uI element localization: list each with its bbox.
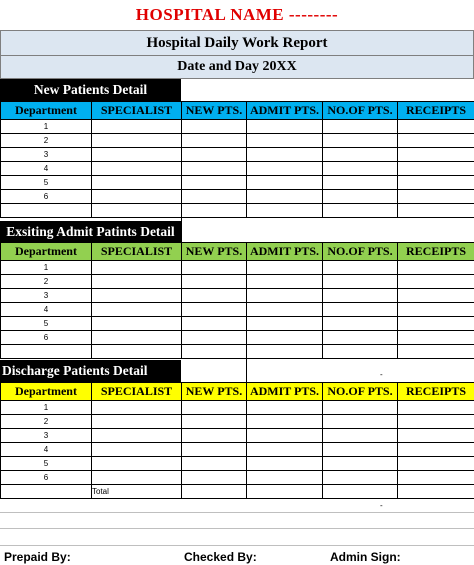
prepaid-by-label: Prepaid By: [4,550,71,564]
cell[interactable] [182,415,247,429]
row-number: 5 [1,457,92,471]
cell[interactable] [398,317,474,331]
cell[interactable] [247,162,323,176]
cell[interactable] [247,485,323,499]
col-no-of-pts: NO.OF PTS. [323,243,398,261]
new-patients-table [0,101,474,218]
table-header-row [1,102,474,120]
table-row [1,429,474,443]
divider [0,528,474,529]
cell[interactable] [182,275,247,289]
cell[interactable] [398,345,474,359]
total-label: Total [92,485,182,499]
cell[interactable] [182,345,247,359]
col-department: Department [1,243,92,261]
col-admit-pts: ADMIT PTS. [247,243,323,261]
cell[interactable] [92,401,182,415]
table-row [1,261,474,275]
cell[interactable] [92,443,182,457]
row-number: 3 [1,289,92,303]
cell[interactable] [182,443,247,457]
cell[interactable] [323,162,398,176]
section-title-new-patients: New Patients Detail [0,79,181,101]
existing-admit-table [0,242,474,359]
cell[interactable] [323,190,398,204]
total-row [1,485,474,499]
cell[interactable] [92,120,182,134]
cell[interactable] [92,275,182,289]
divider [0,512,474,513]
cell[interactable] [323,485,398,499]
cell[interactable] [323,275,398,289]
cell[interactable] [398,176,474,190]
cell[interactable] [323,401,398,415]
col-department: Department [1,383,92,401]
cell[interactable] [92,415,182,429]
cell[interactable] [323,443,398,457]
row-number: 1 [1,401,92,415]
table-row [1,457,474,471]
cell[interactable] [247,443,323,457]
cell[interactable] [247,275,323,289]
cell[interactable] [247,289,323,303]
row-number: 3 [1,429,92,443]
date-line: Date and Day 20XX [0,55,474,79]
row-number: 1 [1,120,92,134]
row-number: 6 [1,331,92,345]
col-new-pts: NEW PTS. [182,243,247,261]
col-receipts: RECEIPTS [398,102,474,120]
cell[interactable] [398,289,474,303]
table-row [1,120,474,134]
cell[interactable] [247,415,323,429]
table-row [1,176,474,190]
table-row [1,289,474,303]
cell[interactable] [247,429,323,443]
col-receipts: RECEIPTS [398,243,474,261]
cell[interactable] [323,303,398,317]
cell[interactable] [92,331,182,345]
cell[interactable] [323,134,398,148]
cell[interactable] [398,331,474,345]
col-admit-pts: ADMIT PTS. [247,102,323,120]
report-title: Hospital Daily Work Report [0,30,474,55]
cell[interactable] [182,176,247,190]
cell[interactable] [1,485,92,499]
row-number: 4 [1,443,92,457]
row-number: 2 [1,134,92,148]
table-row [1,345,474,359]
dash-mark: - [380,370,383,379]
col-new-pts: NEW PTS. [182,102,247,120]
col-no-of-pts: NO.OF PTS. [323,383,398,401]
cell[interactable] [398,443,474,457]
cell[interactable] [92,162,182,176]
cell[interactable] [323,317,398,331]
cell[interactable] [247,471,323,485]
cell[interactable] [182,190,247,204]
cell[interactable] [247,148,323,162]
cell[interactable] [247,204,323,218]
row-number: 2 [1,275,92,289]
cell[interactable] [398,485,474,499]
cell[interactable] [92,176,182,190]
table-row [1,415,474,429]
table-row [1,162,474,176]
cell[interactable] [182,261,247,275]
cell[interactable] [323,415,398,429]
cell[interactable] [398,190,474,204]
cell[interactable] [247,317,323,331]
cell[interactable] [247,401,323,415]
section-title-existing-admit: Exsiting Admit Patints Detail [0,221,181,243]
section-title-discharge: Discharge Patients Detail [0,360,181,382]
cell[interactable] [92,134,182,148]
cell[interactable] [247,134,323,148]
cell[interactable] [323,429,398,443]
cell[interactable] [398,148,474,162]
cell[interactable] [182,120,247,134]
table-row [1,275,474,289]
cell[interactable] [247,190,323,204]
cell[interactable] [323,120,398,134]
col-specialist: SPECIALIST [92,243,182,261]
cell[interactable] [92,429,182,443]
row-number: 4 [1,303,92,317]
col-receipts: RECEIPTS [398,383,474,401]
table-header-row [1,383,474,401]
cell[interactable] [323,471,398,485]
admin-sign-label: Admin Sign: [330,550,401,564]
cell[interactable] [182,134,247,148]
cell[interactable] [247,457,323,471]
cell[interactable] [247,176,323,190]
row-number: 6 [1,190,92,204]
cell[interactable] [323,331,398,345]
cell[interactable] [398,261,474,275]
col-new-pts: NEW PTS. [182,383,247,401]
cell[interactable] [398,471,474,485]
row-number: 5 [1,176,92,190]
hospital-name: HOSPITAL NAME -------- [135,5,339,24]
cell[interactable] [182,317,247,331]
cell[interactable] [92,471,182,485]
cell[interactable] [182,457,247,471]
col-admit-pts: ADMIT PTS. [247,383,323,401]
table-row [1,148,474,162]
cell[interactable] [398,457,474,471]
cell[interactable] [398,429,474,443]
cell[interactable] [247,261,323,275]
cell[interactable] [398,134,474,148]
cell[interactable] [92,303,182,317]
cell[interactable] [182,289,247,303]
cell[interactable] [247,303,323,317]
grid-cell [181,214,247,243]
cell[interactable] [182,331,247,345]
cell[interactable] [323,204,398,218]
cell[interactable] [182,162,247,176]
cell[interactable] [323,176,398,190]
cell[interactable] [247,331,323,345]
table-row [1,190,474,204]
cell[interactable] [182,471,247,485]
cell[interactable] [398,120,474,134]
cell[interactable] [1,204,92,218]
cell[interactable] [398,401,474,415]
cell[interactable] [398,162,474,176]
cell[interactable] [398,415,474,429]
cell[interactable] [182,401,247,415]
cell[interactable] [182,429,247,443]
grid-cell [246,355,323,383]
row-number: 2 [1,415,92,429]
col-department: Department [1,102,92,120]
table-row [1,303,474,317]
divider [0,545,474,546]
cell[interactable] [323,345,398,359]
cell[interactable] [323,457,398,471]
cell[interactable] [323,261,398,275]
cell[interactable] [247,120,323,134]
cell[interactable] [92,190,182,204]
cell[interactable] [323,289,398,303]
col-no-of-pts: NO.OF PTS. [323,102,398,120]
dash-mark: - [380,501,383,510]
col-specialist: SPECIALIST [92,383,182,401]
cell[interactable] [398,275,474,289]
cell[interactable] [1,345,92,359]
cell[interactable] [92,204,182,218]
row-number: 1 [1,261,92,275]
table-row [1,471,474,485]
cell[interactable] [92,289,182,303]
discharge-table [0,382,474,499]
cell[interactable] [92,457,182,471]
cell[interactable] [398,204,474,218]
table-header-row [1,243,474,261]
cell[interactable] [92,261,182,275]
col-specialist: SPECIALIST [92,102,182,120]
cell[interactable] [92,148,182,162]
cell[interactable] [323,148,398,162]
row-number: 6 [1,471,92,485]
table-row [1,401,474,415]
cell[interactable] [182,485,247,499]
cell[interactable] [182,148,247,162]
cell[interactable] [182,303,247,317]
cell[interactable] [398,303,474,317]
cell[interactable] [92,317,182,331]
table-row [1,134,474,148]
row-number: 3 [1,148,92,162]
table-row [1,317,474,331]
row-number: 4 [1,162,92,176]
table-row [1,331,474,345]
checked-by-label: Checked By: [184,550,257,564]
cell[interactable] [92,345,182,359]
table-row [1,443,474,457]
row-number: 5 [1,317,92,331]
